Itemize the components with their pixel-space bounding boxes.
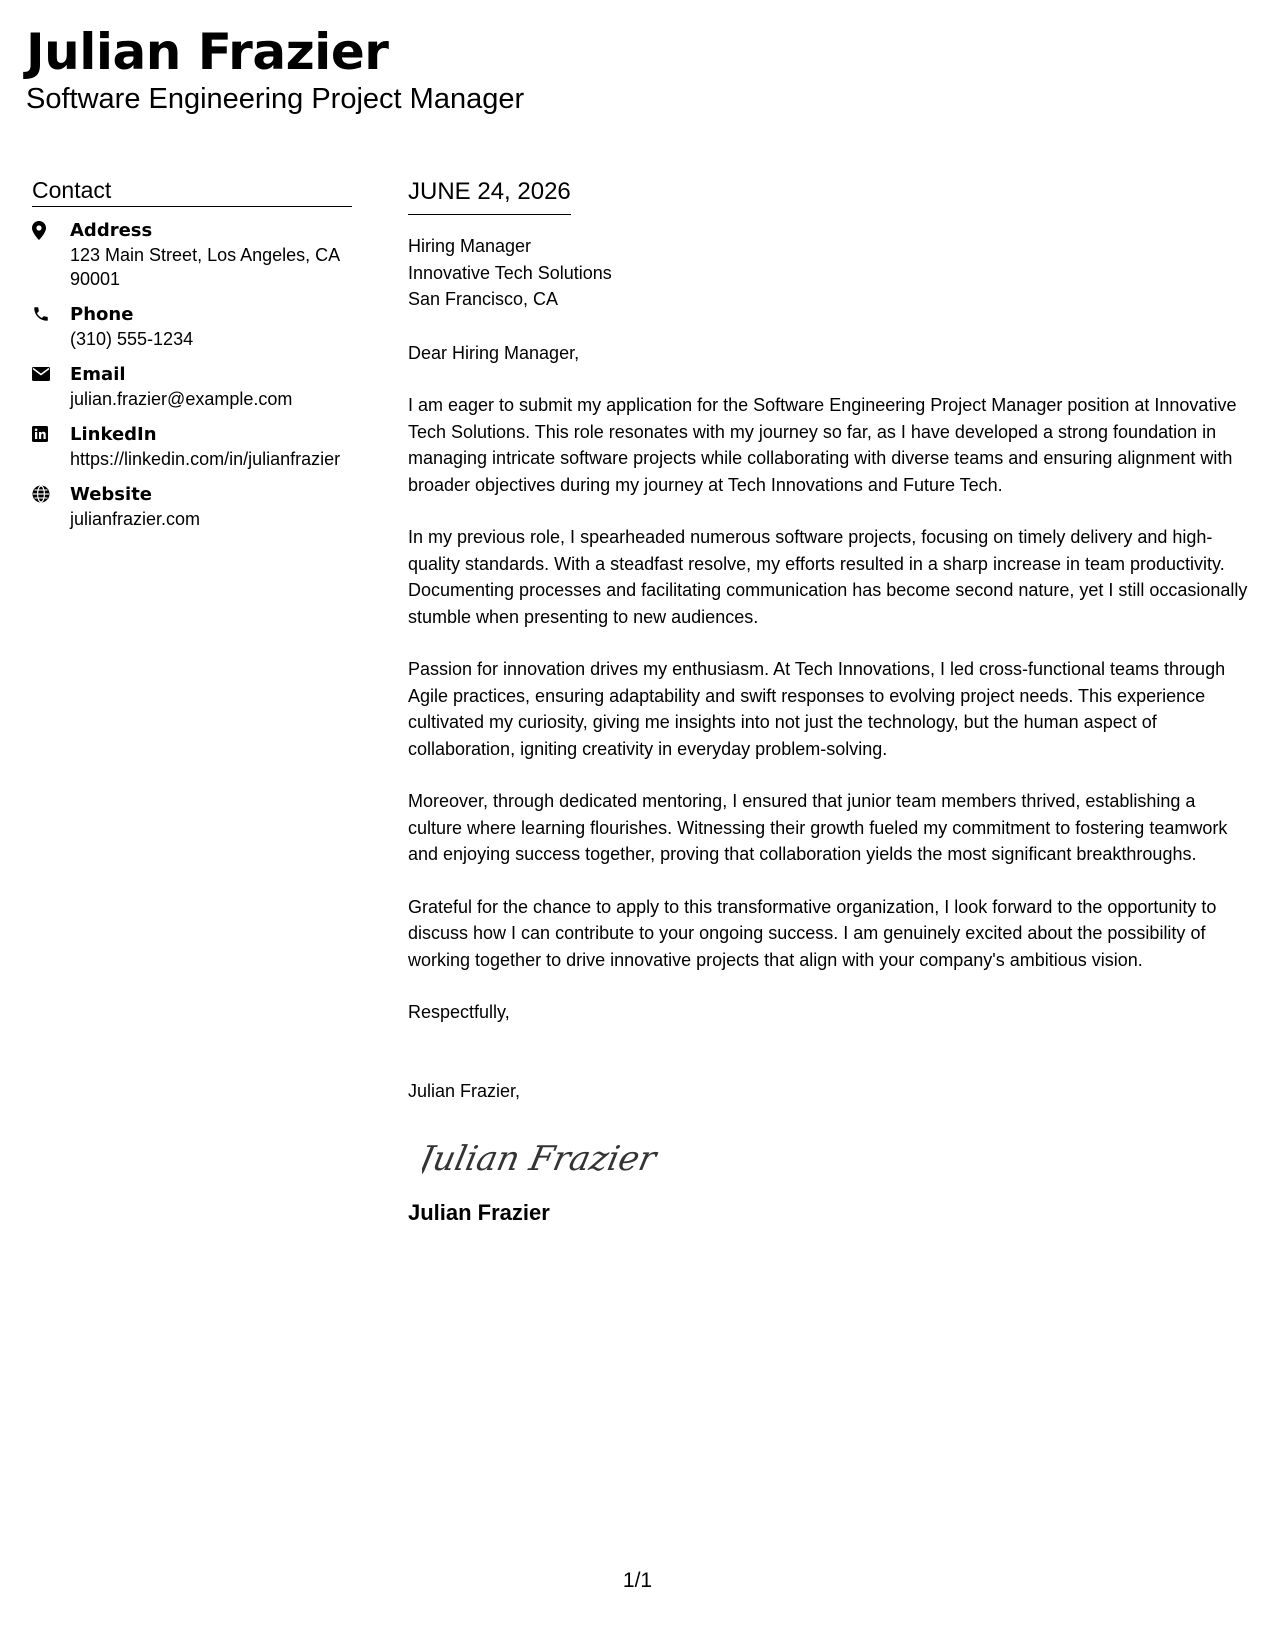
letter-paragraph: Passion for innovation drives my enthusiasm. At Tech Innovations, I led cross-functional teams through Agile practices, ensuring adaptability and swift responses to evolving project needs. This experience cultivated my curiosity, giving me insights into not just the technology, but the human aspect of collaboration, igniting creativity in everyday problem-solving. <box>408 659 1226 759</box>
printed-name: Julian Frazier <box>408 1200 550 1225</box>
letter-paragraph: I am eager to submit my application for the Software Engineering Project Manager position at Innovative Tech Solutions. This role resonates with my journey so far, as I have developed a strong foundation in managing intricate software projects while collaborating with diverse teams and ensuring alignment with broader objectives during my journey at Tech Innovations and Future Tech. <box>408 395 1237 495</box>
contact-item-address <box>32 219 352 291</box>
letter-date: JUNE 24, 2026 <box>408 176 571 215</box>
applicant-title: Software Engineering Project Manager <box>26 83 525 115</box>
contact-heading: Contact <box>32 176 352 207</box>
linkedin-icon <box>32 423 70 445</box>
contact-value[interactable]: julianfrazier.com <box>70 509 201 529</box>
contact-label: Website <box>70 484 153 505</box>
applicant-name: Julian Frazier <box>26 23 389 81</box>
contact-item-website <box>32 483 352 531</box>
recipient-line: Hiring Manager <box>408 236 532 256</box>
salutation: Dear Hiring Manager, <box>408 342 580 363</box>
closing-name: Julian Frazier, <box>408 1080 521 1101</box>
handwritten-signature <box>422 1130 1250 1188</box>
letter-paragraph: Grateful for the chance to apply to this transformative organization, I look forward to the opportunity to discuss how I can contribute to your ongoing success. I am genuinely excited about the possibility of working together to drive innovative projects that align with your company's ambitious vision. <box>408 896 1217 970</box>
svg-text:Julian Frazier: Julian Frazier <box>422 1139 660 1179</box>
letter-paragraph: In my previous role, I spearheaded numerous software projects, focusing on timely delivery and high-quality standards. With a steadfast resolve, my efforts resulted in a sharp increase in team productivity. Documenting processes and facilitating communication has become second nature, yet I still occasionally stumble when presenting to new audiences. <box>408 527 1248 627</box>
recipient-block <box>408 233 1250 313</box>
contact-sidebar <box>32 176 352 531</box>
letter-body <box>408 176 1250 1228</box>
closing: Respectfully, <box>408 1002 510 1022</box>
envelope-icon <box>32 363 70 385</box>
contact-value: 123 Main Street, Los Angeles, CA 90001 <box>70 245 340 289</box>
contact-item-phone <box>32 303 352 351</box>
recipient-line: San Francisco, CA <box>408 289 559 309</box>
phone-icon <box>32 303 70 325</box>
page-number: 1/1 <box>622 1569 653 1592</box>
contact-value[interactable]: https://linkedin.com/in/julianfrazier <box>70 449 341 469</box>
resume-header <box>26 22 524 116</box>
contact-value[interactable]: julian.frazier@example.com <box>70 389 293 409</box>
recipient-line: Innovative Tech Solutions <box>408 262 612 283</box>
map-pin-icon <box>32 219 70 241</box>
letter-paragraph: Moreover, through dedicated mentoring, I ensured that junior team members thrived, establishing a culture where learning flourishes. Witnessing their growth fueled my commitment to fostering teamwork and enjoying success together, proving that collaboration yields the most significant breakthroughs. <box>408 791 1228 864</box>
contact-label: LinkedIn <box>70 424 157 445</box>
contact-item-linkedin <box>32 423 352 471</box>
contact-label: Phone <box>70 304 134 325</box>
contact-label: Address <box>70 220 153 241</box>
contact-item-email <box>32 363 352 411</box>
globe-icon <box>32 483 70 505</box>
contact-label: Email <box>70 364 126 385</box>
contact-value: (310) 555-1234 <box>70 329 194 349</box>
